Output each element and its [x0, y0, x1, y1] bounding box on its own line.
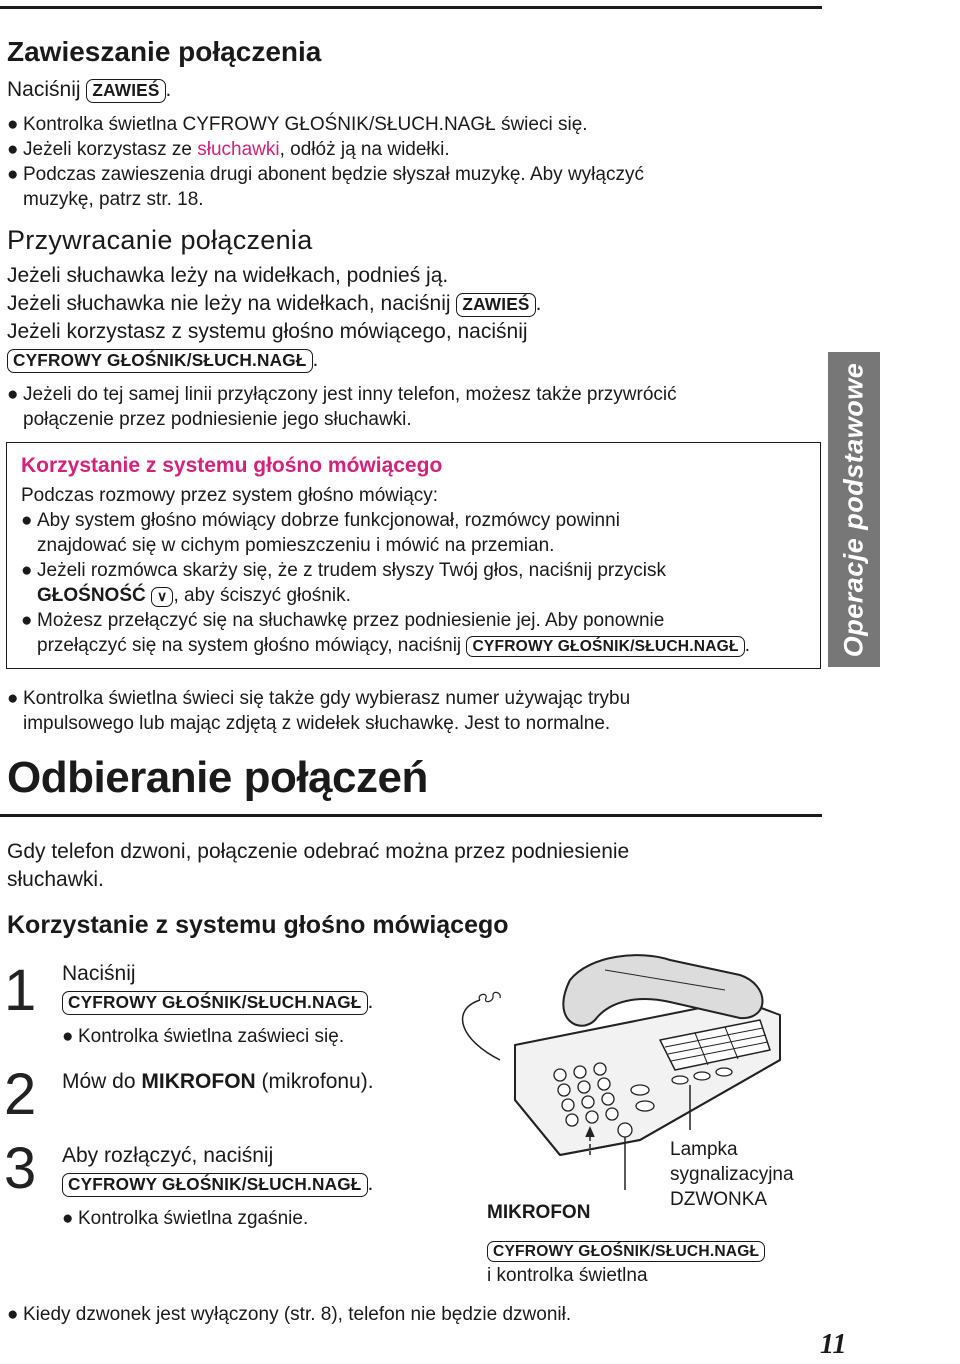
chapter-tab-label: Operacje podstawowe [838, 362, 869, 657]
list-item: ● Kontrolka świetlna CYFROWY GŁOŚNIK/SŁUCH.NAGŁ świeci się. [7, 114, 588, 135]
resume-bullet: ● Jeżeli do tej samej linii przyłączony jest inny telefon, możesz także przywrócić połączenie przez podniesienie jego słuchawki. [7, 384, 677, 430]
section-title-hold: Zawieszanie połączenia [7, 36, 322, 67]
speaker-button-label: CYFROWY GŁOŚNIK/SŁUCH.NAGŁ i kontrolka świetlna [487, 1238, 765, 1288]
list-item: muzykę, patrz str. 18. [23, 189, 204, 210]
step-number: 3 [4, 1136, 37, 1201]
mic-label: MIKROFON [487, 1202, 591, 1223]
top-rule [0, 6, 822, 9]
speaker-key: CYFROWY GŁOŚNIK/SŁUCH.NAGŁ [62, 991, 368, 1015]
step-2: Mów do MIKROFON (mikrofonu). [62, 1070, 374, 1093]
page-number: 11 [820, 1329, 847, 1360]
zawies-key: ZAWIEŚ [456, 293, 535, 317]
lamp-note: ● Kontrolka świetlna świeci się także gdy wybierasz numer używając trybu impulsowego lub mając zdjętą z widełek słuchawkę. Jest to normalne. [7, 688, 631, 734]
chapter-tab [828, 352, 880, 667]
speaker-key: CYFROWY GŁOŚNIK/SŁUCH.NAGŁ [62, 1173, 368, 1197]
chapter-title: Odbieranie połączeń [7, 753, 428, 802]
volume-down-key: ∨ [151, 587, 173, 607]
box-title: Korzystanie z systemu głośno mówiącego [21, 454, 443, 477]
hold-instruction: Naciśnij ZAWIEŚ . [7, 78, 172, 101]
list-item: ● Podczas zawieszenia drugi abonent będzie słyszał muzykę. Aby wyłączyć [7, 164, 644, 185]
title-rule [0, 814, 822, 817]
step-3: Aby rozłączyć, naciśnij CYFROWY GŁOŚNIK/SŁUCH.NAGŁ . ● Kontrolka świetlna zgaśnie. [62, 1144, 374, 1229]
hold-bullets [7, 112, 807, 212]
zawies-key: ZAWIEŚ [86, 79, 165, 103]
box-body: Podczas rozmowy przez system głośno mówiący: ● Aby system głośno mówiący dobrze funkcjonował, rozmówcy powinni znajdować się w cichym pomieszczeniu i mówić na przemian. ● Jeżeli rozmówca skarży się, że z trudem słyszy Twój głos, naciśnij przycisk GŁOŚNOŚĆ ∨ , aby ściszyć głośnik. ● Możesz przełączyć się na słuchawkę przez podniesienie jej. Aby ponownie przełączyć się na system głośno mówiący, naciśnij CYFROWY GŁOŚNIK/SŁUCH.NAGŁ . [21, 485, 750, 656]
step-1: Naciśnij CYFROWY GŁOŚNIK/SŁUCH.NAGŁ . ● Kontrolka świetlna zaświeci się. [62, 962, 374, 1047]
section-title-speaker: Korzystanie z systemu głośno mówiącego [7, 911, 509, 939]
list-item: ● Jeżeli korzystasz ze słuchawki, odłóż ją na widełki. [7, 139, 450, 160]
speaker-key: CYFROWY GŁOŚNIK/SŁUCH.NAGŁ [487, 1241, 765, 1262]
footer-note: ● Kiedy dzwonek jest wyłączony (str. 8), telefon nie będzie dzwonił. [7, 1304, 572, 1325]
speakerphone-box [6, 442, 821, 669]
resume-text: Jeżeli słuchawka leży na widełkach, podnieś ją. Jeżeli słuchawka nie leży na widełkach, naciśnij ZAWIEŚ . Jeżeli korzystasz z systemu głośno mówiącego, naciśnij CYFROWY GŁOŚNIK/SŁUCH.NAGŁ . [7, 264, 542, 371]
speaker-key: CYFROWY GŁOŚNIK/SŁUCH.NAGŁ [466, 636, 744, 657]
section-title-resume: Przywracanie połączenia [7, 225, 313, 255]
lamp-label: Lampka sygnalizacyjna DZWONKA [670, 1139, 794, 1210]
step-number: 1 [4, 958, 37, 1023]
step-number: 2 [4, 1062, 37, 1127]
answer-intro: Gdy telefon dzwoni, połączenie odebrać można przez podniesienie słuchawki. [7, 840, 630, 891]
speaker-key: CYFROWY GŁOŚNIK/SŁUCH.NAGŁ [7, 349, 313, 373]
